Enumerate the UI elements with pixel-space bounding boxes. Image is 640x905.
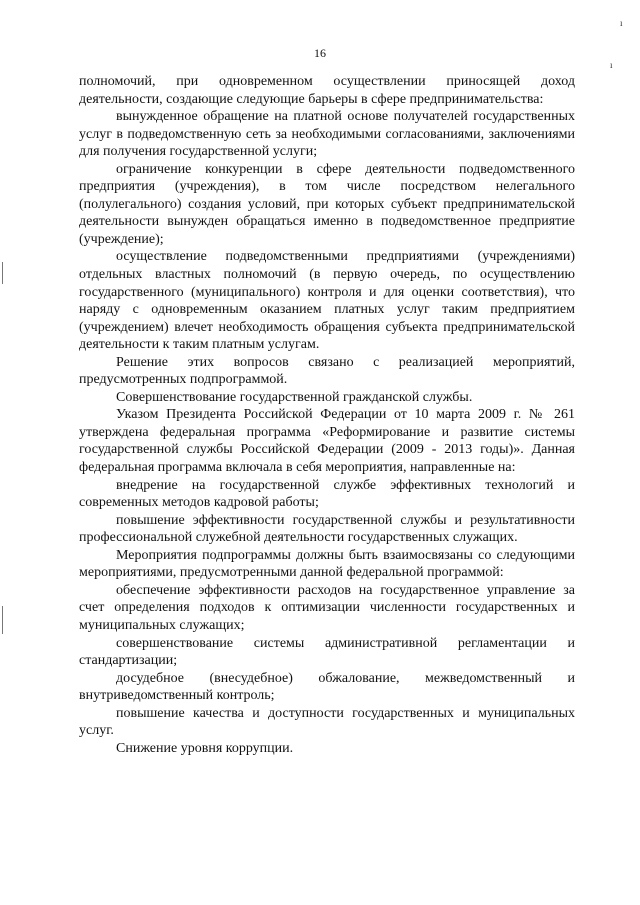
section-heading: Снижение уровня коррупции. (116, 740, 294, 756)
page-number: 16 (314, 46, 326, 60)
paragraph: совершенствование системы административной регламентации и стандартизации; (79, 635, 575, 669)
document-body (79, 73, 575, 757)
paragraph: ограничение конкуренции в сфере деятельности подведомственного предприятия (учреждения), в том числе посредством нелегального (полулегального) создания условий, при которых субъект предпринимательской деятельности вынужден обращаться именно в подведомственное предприятие (учреждение); (79, 161, 575, 247)
paragraph: обеспечение эффективности расходов на государственное управление за счет определения подходов к оптимизации численности государственных и муниципальных служащих; (79, 582, 575, 633)
paragraph: повышение качества и доступности государственных и муниципальных услуг. (79, 705, 575, 739)
paragraph: внедрение на государственной службе эффективных технологий и современных методов кадровой работы; (79, 477, 575, 511)
scan-edge-line (2, 606, 3, 634)
paragraph: Указом Президента Российской Федерации от 10 марта 2009 г. № 261 утверждена федеральная программа «Реформирование и развитие системы государственной службы Российской Федерации (2009 - 2013 годы)». Данная федеральная программа включала в себя мероприятия, направленные на: (79, 407, 575, 476)
scan-mark-top: ı (620, 18, 623, 28)
paragraph: досудебное (внесудебное) обжалование, межведомственный и внутриведомственный контроль; (79, 670, 575, 704)
paragraph: Мероприятия подпрограммы должны быть взаимосвязаны со следующими мероприятиями, предусмотренными данной федеральной программой: (79, 547, 575, 581)
section-heading: Совершенствование государственной гражданской службы. (116, 389, 473, 405)
paragraph: вынужденное обращение на платной основе получателей государственных услуг в подведомственную сеть за необходимыми согласованиями, заключениями для получения государственной услуги; (79, 109, 575, 160)
paragraph: осуществление подведомственными предприятиями (учреждениями) отдельных властных полномочий (в первую очередь, по осуществлению государственного (муниципального) контроля и для оценки соответствия), что наряду с одновременным оказанием платных услуг таким предприятием (учреждением) влечет необходимость обращения субъекта предпринимательской деятельности к таким платным услугам. (79, 249, 575, 353)
paragraph: полномочий, при одновременном осуществлении приносящей доход деятельности, создающие следующие барьеры в сфере предпринимательства: (79, 74, 575, 107)
scan-mark-side: ı (610, 60, 613, 70)
paragraph: повышение эффективности государственной службы и результативности профессиональной служебной деятельности государственных служащих. (79, 512, 575, 546)
paragraph: Решение этих вопросов связано с реализацией мероприятий, предусмотренных подпрограммой. (79, 354, 575, 388)
scan-edge-line (2, 262, 3, 284)
